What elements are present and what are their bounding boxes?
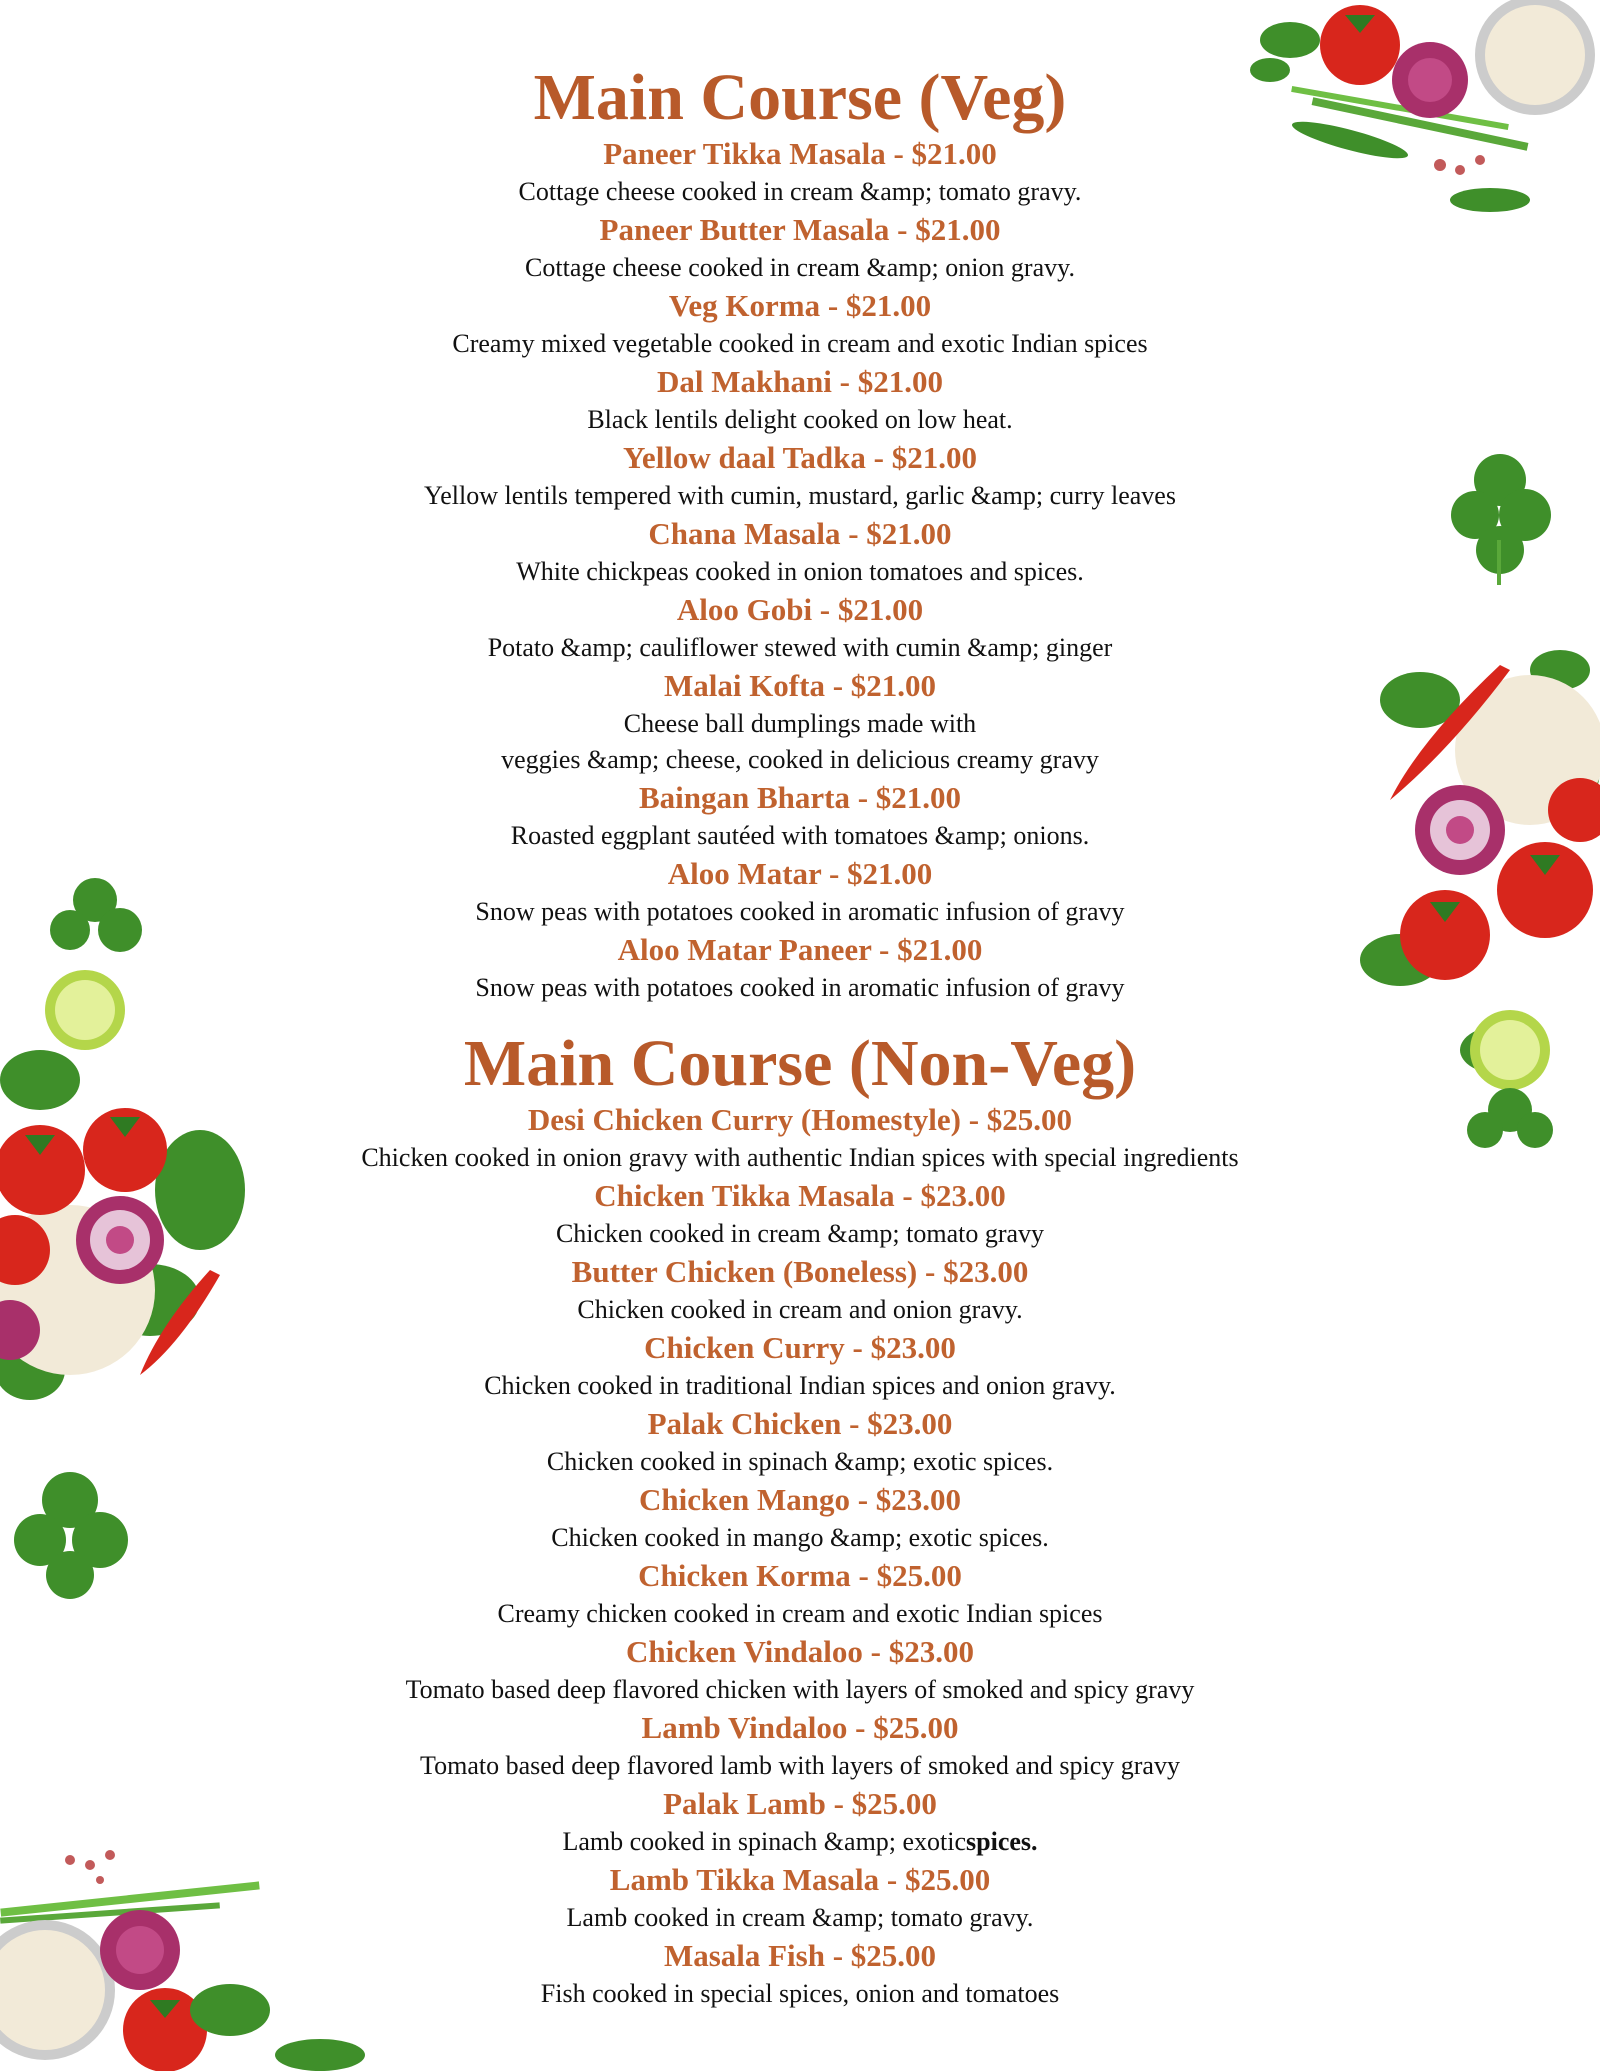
menu-item-description-text: Creamy mixed vegetable cooked in cream and exotic Indian spices	[452, 329, 1148, 358]
menu-item-description-text: Chicken cooked in cream &amp; tomato gravy	[555, 1219, 1045, 1248]
menu-item-description-text: Chicken cooked in spinach &amp; exotic spices.	[546, 1447, 1054, 1476]
menu-item-name: Masala Fish - $25.00	[663, 1938, 937, 1973]
menu-item-name: Aloo Matar - $21.00	[667, 856, 933, 891]
menu-item-name: Aloo Gobi - $21.00	[676, 592, 924, 627]
section-title-veg: Main Course (Veg)	[533, 61, 1067, 134]
menu-item-description	[300, 630, 1300, 666]
menu-item-name: Yellow daal Tadka - $21.00	[622, 440, 977, 475]
menu-item-description-text: Creamy chicken cooked in cream and exotic Indian spices	[497, 1599, 1103, 1628]
menu-item-name: Palak Chicken - $23.00	[647, 1406, 953, 1441]
menu-item-name: Malai Kofta - $21.00	[663, 668, 937, 703]
menu-item-name: Chicken Tikka Masala - $23.00	[594, 1178, 1006, 1213]
menu-item-description-text: Cottage cheese cooked in cream &amp; onion gravy.	[525, 253, 1075, 282]
menu-item-name: Chicken Curry - $23.00	[644, 1330, 956, 1365]
menu-item-name: Palak Lamb - $25.00	[663, 1786, 937, 1821]
menu-item-name: Dal Makhani - $21.00	[657, 364, 943, 399]
veg-items	[300, 134, 1300, 1006]
menu-item-description	[300, 1140, 1300, 1176]
menu-item-description-text: Chicken cooked in traditional Indian spices and onion gravy.	[484, 1371, 1116, 1400]
nonveg-items	[300, 1100, 1300, 2012]
menu-item-description	[300, 402, 1300, 438]
menu-item-description-text: Chicken cooked in mango &amp; exotic spices.	[551, 1523, 1049, 1552]
menu-item-description-text: Roasted eggplant sautéed with tomatoes &amp; onions.	[510, 821, 1090, 850]
menu-item-name: Aloo Matar Paneer - $21.00	[617, 932, 983, 967]
menu-item-description-text: Cheese ball dumplings made with	[623, 709, 977, 738]
menu-item-name: Lamb Vindaloo - $25.00	[641, 1710, 959, 1745]
menu-item-description-text: Chicken cooked in onion gravy with authentic Indian spices with special ingredients	[361, 1143, 1239, 1172]
menu-item-description-text: Lamb cooked in cream &amp; tomato gravy.	[566, 1903, 1034, 1932]
menu-item-description	[300, 1824, 1300, 1860]
menu-item-description-text: Lamb cooked in spinach &amp; exotic	[562, 1827, 967, 1856]
menu-item-description	[300, 1368, 1300, 1404]
parsley-left-icon	[40, 870, 150, 970]
menu-item-description-text: White chickpeas cooked in onion tomatoes and spices.	[516, 557, 1084, 586]
menu-item-name: Chicken Mango - $23.00	[638, 1482, 962, 1517]
menu-item-description	[300, 1976, 1300, 2012]
menu-item-description	[300, 1216, 1300, 1252]
menu-item-description	[300, 174, 1300, 210]
menu-item-name: Desi Chicken Curry (Homestyle) - $25.00	[527, 1102, 1073, 1137]
menu-item-description-text: Tomato based deep flavored lamb with layers of smoked and spicy gravy	[420, 1751, 1180, 1780]
menu-item-description	[300, 894, 1300, 930]
menu-item-description	[300, 1520, 1300, 1556]
menu-item-description	[300, 818, 1300, 854]
menu-item-description	[300, 742, 1300, 778]
menu-item-description	[300, 478, 1300, 514]
menu-item-name: Veg Korma - $21.00	[668, 288, 932, 323]
menu-item-description-text: Black lentils delight cooked on low heat.	[587, 405, 1013, 434]
menu-item-description-emphasis: spices.	[966, 1827, 1038, 1856]
menu-item-description-text: Cottage cheese cooked in cream &amp; tomato gravy.	[518, 177, 1082, 206]
menu-item-name: Chana Masala - $21.00	[648, 516, 952, 551]
menu-item-description-text: Yellow lentils tempered with cumin, mustard, garlic &amp; curry leaves	[424, 481, 1176, 510]
menu-item-name: Lamb Tikka Masala - $25.00	[609, 1862, 991, 1897]
menu-item-description-text: Potato &amp; cauliflower stewed with cumin &amp; ginger	[487, 633, 1113, 662]
menu-item-description	[300, 970, 1300, 1006]
menu-item-name: Butter Chicken (Boneless) - $23.00	[571, 1254, 1029, 1289]
menu-item-description-text: Snow peas with potatoes cooked in aromatic infusion of gravy	[475, 973, 1125, 1002]
menu-item-description	[300, 250, 1300, 286]
menu-item-name: Paneer Tikka Masala - $21.00	[603, 136, 997, 171]
menu-item-description-text: Tomato based deep flavored chicken with layers of smoked and spicy gravy	[405, 1675, 1195, 1704]
menu-item-description	[300, 706, 1300, 742]
menu-item-description	[300, 554, 1300, 590]
menu-item-description	[300, 1292, 1300, 1328]
menu-item-description-text: Chicken cooked in cream and onion gravy.	[577, 1295, 1023, 1324]
menu-item-description-text: veggies &amp; cheese, cooked in delicious creamy gravy	[501, 745, 1099, 774]
menu-item-description-text: Snow peas with potatoes cooked in aromatic infusion of gravy	[475, 897, 1125, 926]
section-title-nonveg: Main Course (Non-Veg)	[463, 1027, 1137, 1100]
menu-item-description	[300, 1748, 1300, 1784]
menu-item-description	[300, 1444, 1300, 1480]
parsley-bottom-left-icon	[0, 1460, 160, 1600]
menu-item-name: Paneer Butter Masala - $21.00	[599, 212, 1001, 247]
menu-item-description	[300, 1672, 1300, 1708]
vegetables-left-icon	[0, 970, 260, 1440]
menu-item-description	[300, 1596, 1300, 1632]
menu-item-name: Chicken Vindaloo - $23.00	[626, 1634, 974, 1669]
menu-item-name: Chicken Korma - $25.00	[638, 1558, 962, 1593]
menu-item-name: Baingan Bharta - $21.00	[638, 780, 962, 815]
menu-item-description	[300, 326, 1300, 362]
parsley-right-icon	[1440, 440, 1560, 590]
menu-item-description	[300, 1900, 1300, 1936]
menu	[300, 62, 1300, 2012]
menu-item-description-text: Fish cooked in special spices, onion and tomatoes	[540, 1979, 1060, 2008]
vegetables-right-icon	[1360, 630, 1600, 1150]
